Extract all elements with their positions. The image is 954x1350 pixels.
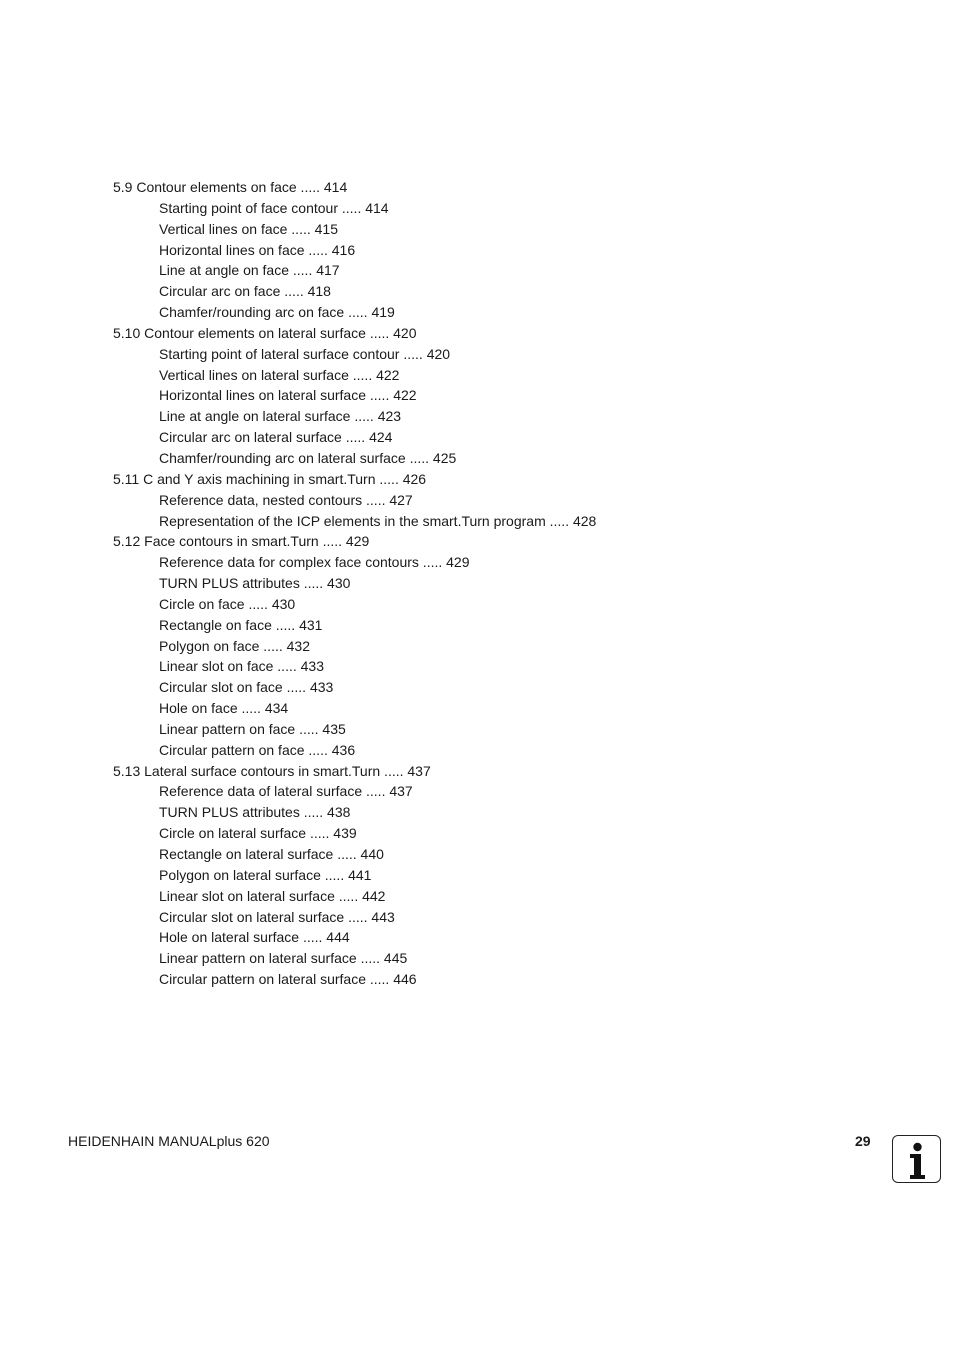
toc-subsection-entry: Starting point of face contour ..... 414	[159, 199, 389, 216]
toc-subsection-entry: Rectangle on face ..... 431	[159, 616, 323, 633]
toc-subsection-entry: TURN PLUS attributes ..... 438	[159, 804, 351, 821]
toc-subsection-entry: Polygon on face ..... 432	[159, 637, 310, 654]
toc-subsection-entry: Representation of the ICP elements in the smart.Turn program ..... 428	[159, 512, 597, 529]
toc-subsection-entry: Rectangle on lateral surface ..... 440	[159, 846, 384, 862]
page-number: 29	[855, 1133, 871, 1149]
toc-subsection-entry: Reference data of lateral surface ..... 437	[159, 783, 413, 800]
toc-section-entry: 5.10 Contour elements on lateral surface ..... 420	[113, 324, 417, 341]
info-icon	[892, 1135, 941, 1183]
footer-title: HEIDENHAIN MANUALplus 620	[68, 1133, 270, 1149]
toc-subsection-entry: Horizontal lines on lateral surface ..... 422	[159, 387, 417, 404]
toc-subsection-entry: Chamfer/rounding arc on lateral surface ..... 425	[159, 449, 457, 466]
toc-subsection-entry: Circular arc on face ..... 418	[159, 283, 331, 300]
toc-subsection-entry: Linear slot on face ..... 433	[159, 658, 324, 675]
table-of-contents	[113, 177, 596, 990]
toc-subsection-entry: Linear pattern on lateral surface ..... 445	[159, 950, 408, 967]
toc-subsection-entry: Polygon on lateral surface ..... 441	[159, 866, 372, 883]
toc-subsection-entry: Circular arc on lateral surface ..... 424	[159, 429, 393, 446]
toc-subsection-entry: TURN PLUS attributes ..... 430	[159, 575, 351, 592]
toc-subsection-entry: Starting point of lateral surface contour ..... 420	[159, 345, 451, 362]
toc-section-entry: 5.9 Contour elements on face ..... 414	[113, 179, 348, 195]
toc-subsection-entry: Line at angle on lateral surface ..... 423	[159, 408, 402, 425]
toc-subsection-entry: Circular slot on lateral surface ..... 443	[159, 908, 395, 925]
toc-subsection-entry: Vertical lines on face ..... 415	[159, 220, 338, 237]
toc-section-entry: 5.13 Lateral surface contours in smart.Turn ..... 437	[113, 762, 431, 779]
toc-subsection-entry: Line at angle on face ..... 417	[159, 262, 340, 279]
toc-subsection-entry: Circular pattern on face ..... 436	[159, 741, 356, 758]
toc-subsection-entry: Circle on face ..... 430	[159, 595, 296, 612]
toc-subsection-entry: Reference data, nested contours ..... 427	[159, 491, 413, 508]
toc-subsection-entry: Circle on lateral surface ..... 439	[159, 825, 357, 842]
toc-subsection-entry: Chamfer/rounding arc on face ..... 419	[159, 304, 395, 321]
toc-subsection-entry: Hole on face ..... 434	[159, 700, 289, 717]
toc-subsection-entry: Horizontal lines on face ..... 416	[159, 241, 356, 258]
toc-subsection-entry: Circular pattern on lateral surface ..... 446	[159, 971, 417, 988]
toc-section-entry: 5.12 Face contours in smart.Turn ..... 429	[113, 533, 370, 550]
toc-subsection-entry: Hole on lateral surface ..... 444	[159, 929, 350, 946]
toc-subsection-entry: Vertical lines on lateral surface ..... 422	[159, 366, 400, 383]
toc-section-entry: 5.11 C and Y axis machining in smart.Turn ..... 426	[113, 470, 427, 487]
toc-subsection-entry: Circular slot on face ..... 433	[159, 679, 334, 696]
toc-subsection-entry: Linear slot on lateral surface ..... 442	[159, 887, 386, 904]
toc-subsection-entry: Linear pattern on face ..... 435	[159, 720, 346, 737]
toc-subsection-entry: Reference data for complex face contours ..... 429	[159, 554, 470, 571]
